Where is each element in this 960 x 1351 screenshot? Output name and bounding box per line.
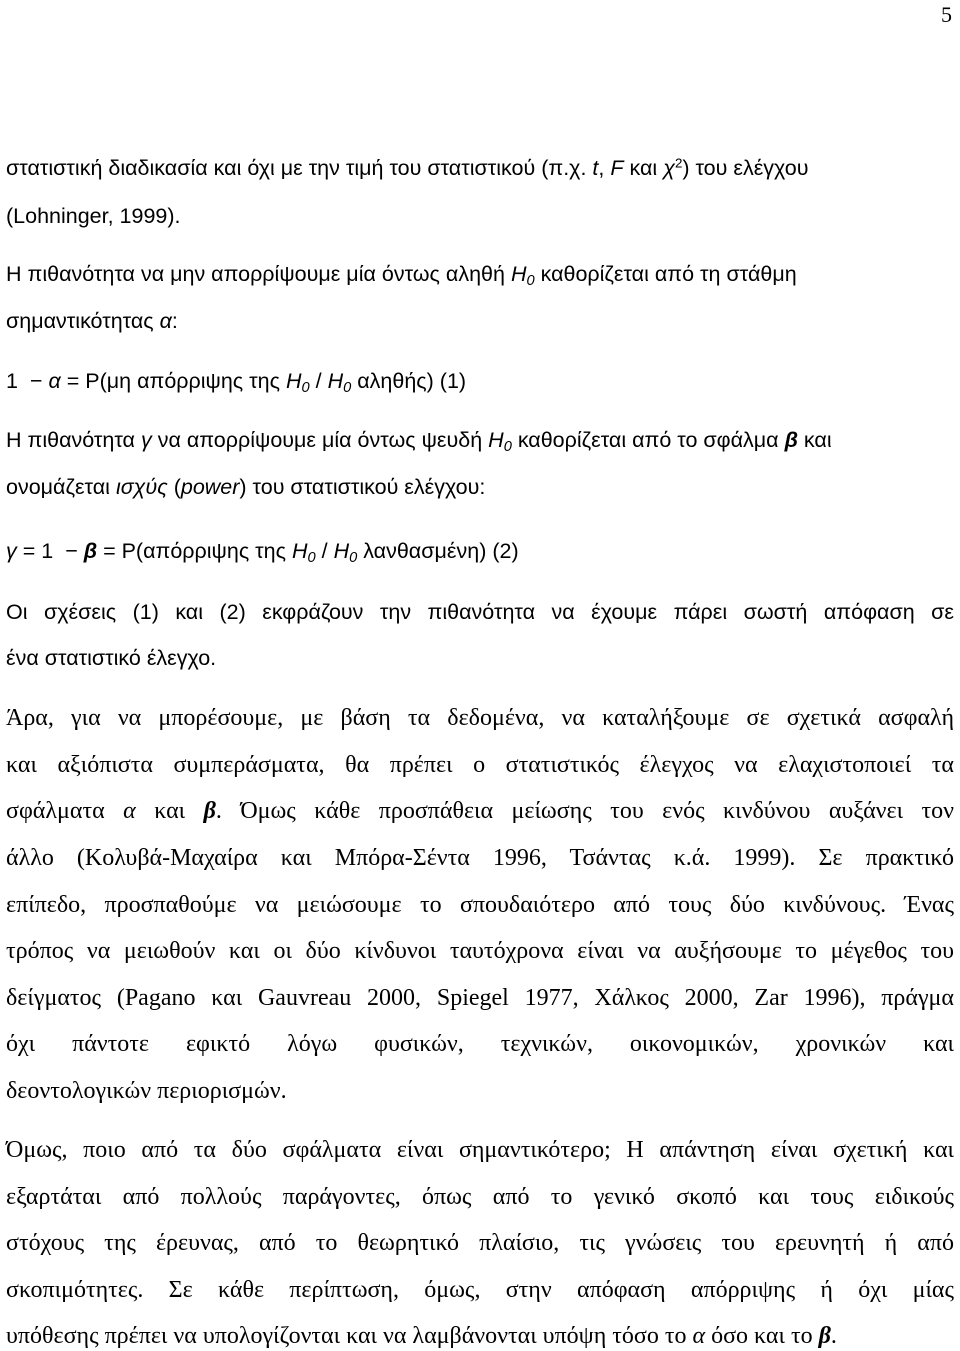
p6-line-4: σκοπιμότητες. Σε κάθε περίπτωση, όμως, στην απόφαση απόρριψης ή όχι μίας — [6, 1277, 954, 1303]
p1-line-1: στατιστική διαδικασία και όχι με την τιμή του στατιστικού (π.χ. t, F και $\chi^2$) του ελέγχου — [6, 155, 809, 180]
p5-line-8: όχι πάντοτε εφικτό λόγω φυσικών, τεχνικών, οικονομικών, χρονικών και — [6, 1031, 954, 1057]
p2-line-1: Η πιθανότητα να μην απορρίψουμε μία όντως αληθή $H_0$ καθορίζεται από τη στάθμη — [6, 262, 797, 290]
p5-line-2: και αξιόπιστα συμπεράσματα, θα πρέπει ο στατιστικός έλεγχος να ελαχιστοποιεί τα — [6, 752, 954, 778]
p6-line-2: εξαρτάται από πολλούς παράγοντες, όπως από το γενικό σκοπό και τους ειδικούς — [6, 1184, 954, 1210]
p6-line-1: Όμως, ποιο από τα δύο σφάλματα είναι σημαντικότερο; Η απάντηση είναι σχετική και — [6, 1137, 954, 1163]
p5-line-5: επίπεδο, προσπαθούμε να μειώσουμε το σπουδαιότερο από τους δύο κινδύνους. Ένας — [6, 892, 954, 918]
equation-2: γ = 1 − β = P(απόρριψης της $H_0 / H_0$ λανθασμένη) (2) — [6, 539, 519, 567]
page-number: 5 — [941, 2, 952, 27]
p5-line-4: άλλο (Κολυβά-Μαχαίρα και Μπόρα-Σέντα 1996, Τσάντας κ.ά. 1999). Σε πρακτικό — [6, 845, 954, 871]
p5-line-9: δεοντολογικών περιορισμών. — [6, 1078, 287, 1104]
p6-line-5: υπόθεσης πρέπει να υπολογίζονται και να λαμβάνονται υπόψη τόσο το α όσο και το β. — [6, 1323, 837, 1349]
p4-line-1: Οι σχέσεις (1) και (2) εκφράζουν την πιθανότητα να έχουμε πάρει σωστή απόφαση σε — [6, 600, 954, 624]
p3-line-2: ονομάζεται ισχύς (power) του στατιστικού ελέγχου: — [6, 475, 486, 499]
p6-line-3: στόχους της έρευνας, από το θεωρητικό πλαίσιο, τις γνώσεις του ερευνητή ή από — [6, 1230, 954, 1256]
p5-line-1: Άρα, για να μπορέσουμε, με βάση τα δεδομένα, να καταλήξουμε σε σχετικά ασφαλή — [6, 705, 954, 731]
p1-line-2: (Lohninger, 1999). — [6, 204, 181, 228]
p5-line-6: τρόπος να μειωθούν και οι δύο κίνδυνοι ταυτόχρονα είναι να αυξήσουμε το μέγεθος του — [6, 938, 954, 964]
p3-line-1: Η πιθανότητα γ να απορρίψουμε μία όντως ψευδή $H_0$ καθορίζεται από το σφάλμα β και — [6, 428, 832, 456]
p2-line-2: σημαντικότητας α: — [6, 309, 178, 333]
p4-line-2: ένα στατιστικό έλεγχο. — [6, 646, 217, 670]
equation-1: 1 − α = P(μη απόρριψης της $H_0 / H_0$ αληθής) (1) — [6, 369, 467, 397]
p5-line-7: δείγματος (Pagano και Gauvreau 2000, Spiegel 1977, Χάλκος 2000, Zar 1996), πράγμα — [6, 985, 954, 1011]
p5-line-3: σφάλματα α και β. Όμως κάθε προσπάθεια μείωσης του ενός κινδύνου αυξάνει τον — [6, 798, 954, 824]
